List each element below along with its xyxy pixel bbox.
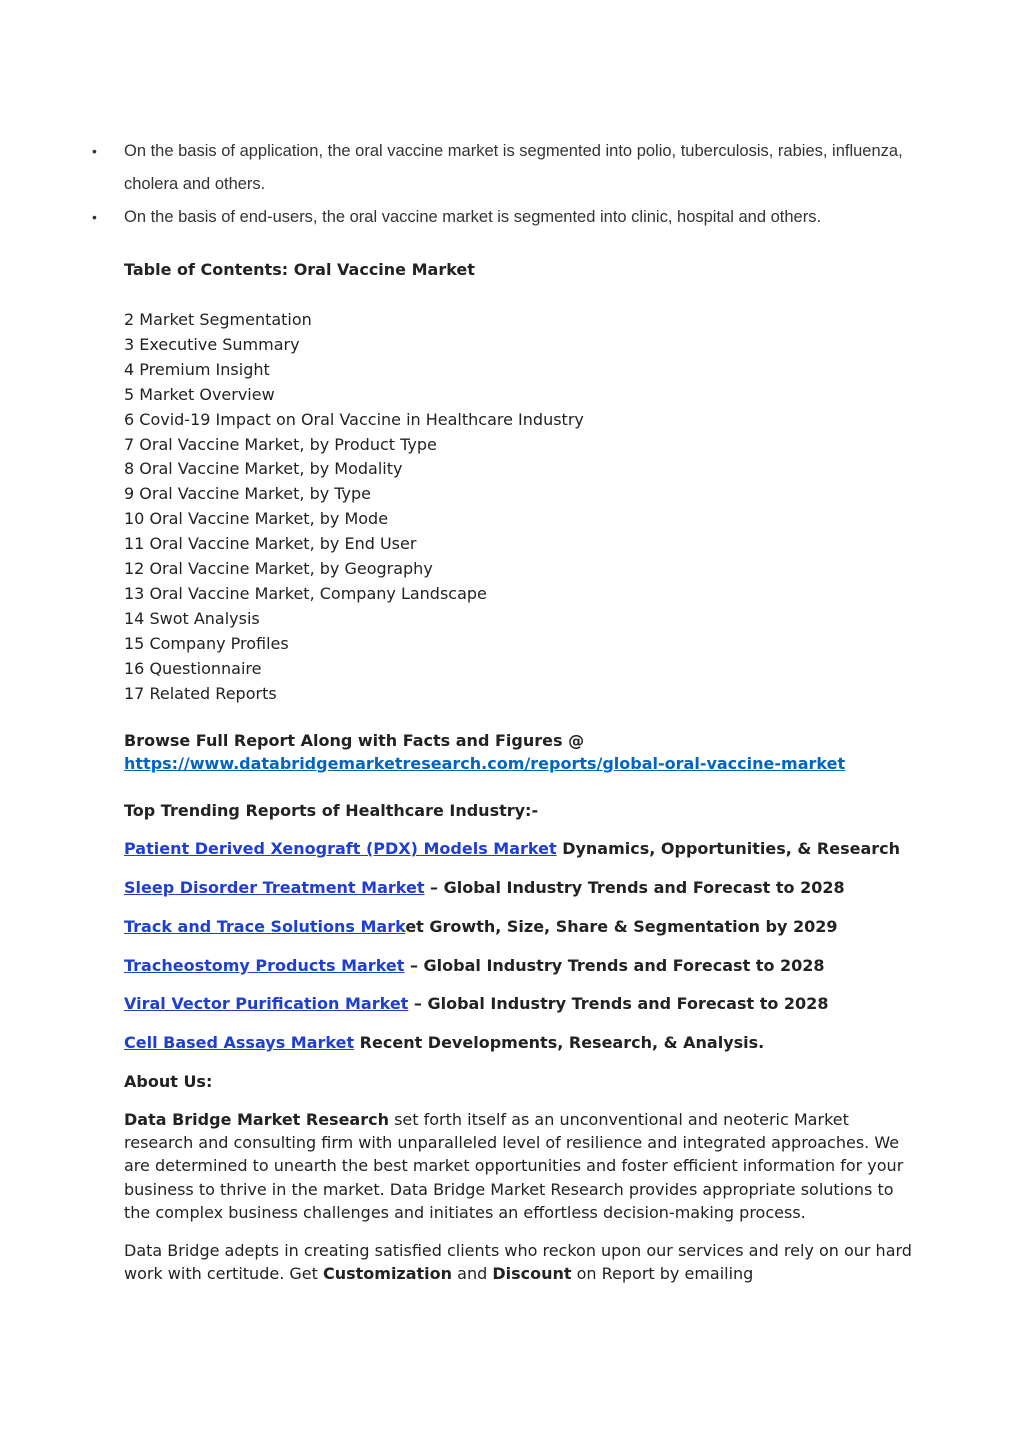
contact-text-end: on Report by emailing <box>571 1264 754 1284</box>
trend-item <box>124 837 914 861</box>
contact-paragraph <box>124 1239 914 1285</box>
toc-item: 15 Company Profiles <box>124 633 289 653</box>
bullet-application <box>88 135 918 201</box>
trend-item <box>124 876 914 900</box>
bullet-dot-icon: • <box>92 209 97 225</box>
trend-desc: – Global Industry Trends and Forecast to 2028 <box>408 994 829 1014</box>
main-content <box>124 258 914 1286</box>
bullet-end-users <box>88 201 918 234</box>
trending-title: Top Trending Reports of Healthcare Industry:- <box>124 800 539 820</box>
browse-label: Browse Full Report Along with Facts and Figures @ <box>124 730 585 750</box>
trend-link-tracheostomy[interactable]: Tracheostomy Products Market <box>124 955 405 975</box>
trend-link-track[interactable]: Track and Trace Solutions Mark <box>124 916 406 936</box>
trend-item <box>124 1031 914 1055</box>
trend-link-viral[interactable]: Viral Vector Purification Market <box>124 994 409 1014</box>
trend-link-sleep[interactable]: Sleep Disorder Treatment Market <box>124 878 425 898</box>
trend-item <box>124 992 914 1016</box>
toc-item: 12 Oral Vaccine Market, by Geography <box>124 559 433 579</box>
about-title: About Us: <box>124 1072 213 1092</box>
contact-text-and: and <box>452 1264 493 1284</box>
toc-item: 8 Oral Vaccine Market, by Modality <box>124 459 403 479</box>
toc-list <box>124 308 914 707</box>
about-text: set forth itself as an unconventional and neoteric Market research and consulting firm with unparalleled level of resilience and integrated approaches. We are determined to unearth the best market opportunities and foster efficient information for your business to thrive in the market. Data Bridge Market Research provides appropriate solutions to the complex business challenges and initiates an effortless decision-making process. <box>124 1110 904 1222</box>
trend-desc: Dynamics, Opportunities, & Research <box>556 839 900 859</box>
toc-item: 11 Oral Vaccine Market, by End User <box>124 534 417 554</box>
toc-item: 9 Oral Vaccine Market, by Type <box>124 484 372 504</box>
toc-item: 5 Market Overview <box>124 384 275 404</box>
bullet-text: On the basis of end-users, the oral vaccine market is segmented into clinic, hospital and others. <box>124 208 822 226</box>
report-link[interactable]: https://www.databridgemarketresearch.com/reports/global-oral-vaccine-market <box>124 753 846 773</box>
trend-desc: – Global Industry Trends and Forecast to 2028 <box>424 878 845 898</box>
trend-item <box>124 915 914 939</box>
customization-label: Customization <box>322 1264 453 1284</box>
bullet-text: On the basis of application, the oral vaccine market is segmented into polio, tuberculosis, rabies, influenza, cholera and others. <box>124 142 903 193</box>
toc-item: 13 Oral Vaccine Market, Company Landscape <box>124 583 487 603</box>
about-paragraph <box>124 1108 914 1224</box>
toc-item: 17 Related Reports <box>124 683 277 703</box>
contact-text: Data Bridge adepts in creating satisfied clients who reckon upon our services and rely on our hard work with certitude. Get <box>124 1241 912 1284</box>
toc-item: 7 Oral Vaccine Market, by Product Type <box>124 434 437 454</box>
discount-label: Discount <box>492 1264 572 1284</box>
toc-item: 16 Questionnaire <box>124 658 262 678</box>
toc-item: 14 Swot Analysis <box>124 608 260 628</box>
toc-item: 10 Oral Vaccine Market, by Mode <box>124 509 389 529</box>
toc-item: 2 Market Segmentation <box>124 310 312 329</box>
toc-item: 6 Covid-19 Impact on Oral Vaccine in Healthcare Industry <box>124 409 584 429</box>
trend-desc: Recent Developments, Research, & Analysis. <box>354 1033 765 1053</box>
trend-desc: et Growth, Size, Share & Segmentation by 2029 <box>405 916 838 936</box>
browse-report <box>124 729 914 775</box>
trend-desc: – Global Industry Trends and Forecast to 2028 <box>404 955 825 975</box>
bullet-dot-icon: • <box>92 143 97 159</box>
trend-item <box>124 954 914 978</box>
toc-item: 3 Executive Summary <box>124 334 300 354</box>
trend-link-pdx[interactable]: Patient Derived Xenograft (PDX) Models Market <box>124 839 557 859</box>
toc-item: 4 Premium Insight <box>124 359 270 379</box>
segmentation-bullets <box>88 135 918 234</box>
company-name: Data Bridge Market Research <box>124 1110 389 1130</box>
trend-link-cell[interactable]: Cell Based Assays Market <box>124 1033 355 1053</box>
toc-title: Table of Contents: Oral Vaccine Market <box>124 260 475 279</box>
